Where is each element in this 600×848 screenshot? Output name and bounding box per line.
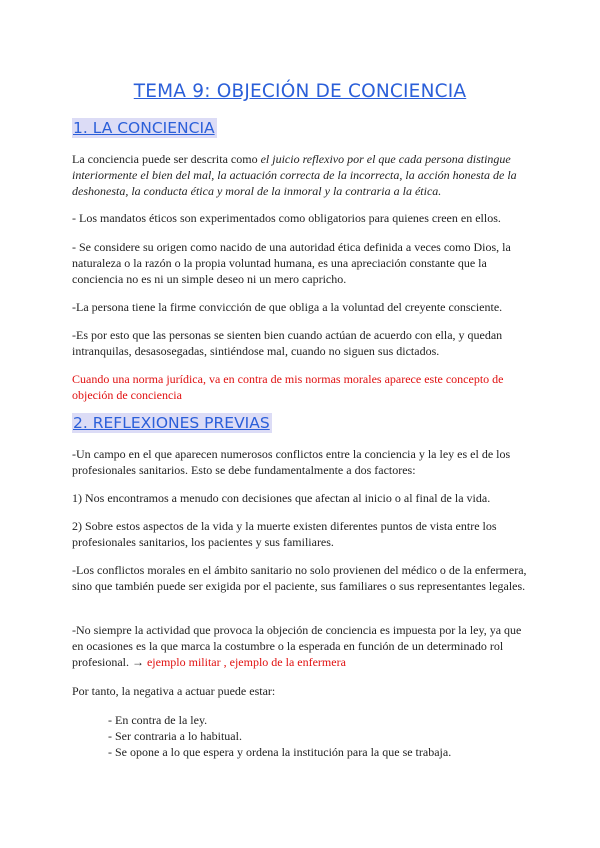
page-title: TEMA 9: OBJECIÓN DE CONCIENCIA	[133, 81, 467, 102]
paragraph-personas-bien: -Es por esto que las personas se sienten bien cuando actúan de acuerdo con ella, y quedan intranquilas, desasosegadas, sintiéndose mal, cuando no siguen sus dictados.	[72, 328, 503, 358]
paragraph-mandatos-eticos: - Los mandatos éticos son experimentados como obligatorios para quienes creen en ellos.	[72, 211, 501, 225]
list-item: - En contra de la ley.	[108, 713, 208, 727]
paragraph-firme-conviccion: -La persona tiene la firme convicción de que obliga a la voluntad del creyente consciente.	[72, 300, 503, 314]
paragraph-negativa-actuar: Por tanto, la negativa a actuar puede estar:	[72, 684, 276, 698]
negativa-list	[108, 713, 451, 760]
definition-plain-text: La conciencia puede ser descrita como	[72, 152, 261, 166]
definition-italic-text: el juicio reflexivo por el que cada persona distingue interiormente el bien del mal, la actuación correcta de la incorrecta, la acción honesta de la deshonesta, la conducta ética y moral de la inmoral y la contraria a la ética.	[72, 152, 517, 198]
paragraph-origen-conciencia: - Se considere su origen como nacido de una autoridad ética definida a veces como Dios, la naturaleza o la razón o la propia voluntad humana, es una apreciación constante que la conciencia no es ni un simple deseo ni un mero capricho.	[72, 240, 511, 286]
ejemplo-red-text: ejemplo militar , ejemplo de la enfermera	[146, 654, 346, 669]
section-heading-reflexiones-previas: 2. REFLEXIONES PREVIAS	[73, 414, 270, 432]
paragraph-campo-conflictos: -Un campo en el que aparecen numerosos conflictos entre la conciencia y la ley es el de los profesionales sanitarios. Esto se debe fundamentalmente a dos factores:	[72, 447, 511, 477]
section-heading-la-conciencia: 1. LA CONCIENCIA	[73, 119, 215, 137]
no-siempre-plain-text: -No siempre la actividad que provoca la objeción de conciencia es impuesta por la ley, ya que en ocasiones es la que marca la costumbre o la esperada en función de un determinado rol profesional. →	[72, 623, 522, 669]
conciencia-definition-paragraph	[72, 152, 528, 199]
paragraph-factor-2: 2) Sobre estos aspectos de la vida y la muerte existen diferentes puntos de vista entre los profesionales sanitarios, los pacientes y sus familiares.	[72, 519, 497, 549]
paragraph-no-siempre-ley	[72, 623, 528, 670]
list-item: - Se opone a lo que espera y ordena la institución para la que se trabaja.	[108, 744, 452, 759]
paragraph-conflictos-morales: -Los conflictos morales en el ámbito sanitario no solo provienen del médico o de la enfermera, sino que también puede ser exigida por el paciente, sus familiares o sus representantes legales.	[72, 563, 527, 593]
list-item: - Ser contraria a lo habitual.	[108, 728, 242, 743]
note-objecion-conciencia: Cuando una norma jurídica, va en contra de mis normas morales aparece este concepto de objeción de conciencia	[72, 372, 504, 402]
paragraph-factor-1: 1) Nos encontramos a menudo con decisiones que afectan al inicio o al final de la vida.	[72, 491, 491, 505]
